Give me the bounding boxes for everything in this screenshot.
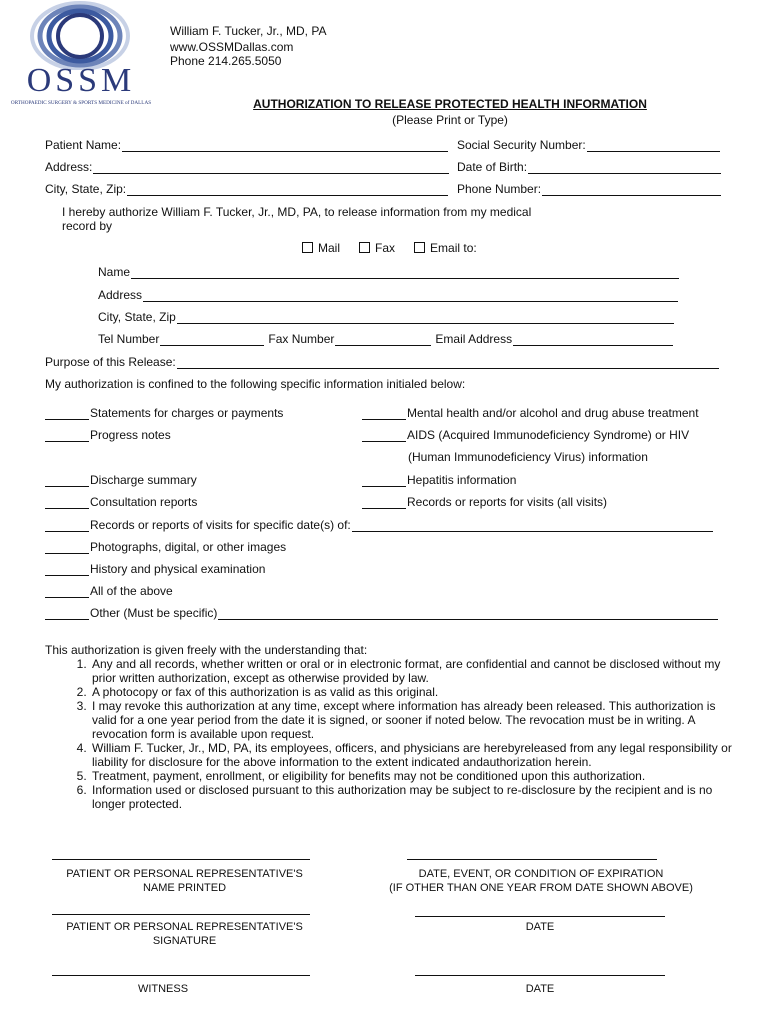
address-field[interactable] (93, 161, 449, 174)
purpose-label: Purpose of this Release: (45, 355, 176, 369)
records-all-initial-field[interactable] (362, 496, 406, 509)
witness-date-line[interactable] (415, 975, 665, 976)
signature-date-line[interactable] (415, 916, 665, 917)
records-dates-field[interactable] (352, 519, 713, 532)
dob-label: Date of Birth: (457, 160, 528, 174)
discharge-initial-field[interactable] (45, 474, 89, 487)
practice-phone: Phone 214.265.5050 (170, 54, 282, 68)
city-field[interactable] (127, 183, 448, 196)
address-row (45, 160, 449, 174)
address-label: Address: (45, 160, 93, 174)
recipient-fax-label: Fax Number (268, 332, 335, 346)
history-initial-field[interactable] (45, 563, 89, 576)
recipient-email-field[interactable] (513, 333, 673, 346)
understanding-section (45, 643, 735, 811)
recipient-city-label: City, State, Zip (98, 310, 176, 324)
item-photos: Photographs, digital, or other images (45, 540, 286, 554)
progress-initial-field[interactable] (45, 429, 89, 442)
recipient-city-field[interactable] (177, 311, 674, 324)
signature-date-label: DATE (525, 921, 555, 933)
practice-name: William F. Tucker, Jr., MD, PA (170, 24, 327, 38)
purpose-field[interactable] (177, 356, 719, 369)
item-history: History and physical examination (45, 562, 265, 576)
practice-website: www.OSSMDallas.com (170, 40, 294, 54)
term-item: 3. I may revoke this authorization at any time, except where information has already been released. This authorization is valid for a one year period from the date it is signed, or sooner if noted below. The revocation must be in writing. A revocation form is available upon request. (90, 699, 735, 741)
recipient-address-row (98, 288, 678, 302)
item-discharge: Discharge summary (45, 473, 197, 487)
item-records-all: Records or reports for visits (all visits) (362, 495, 607, 509)
item-other: Other (Must be specific) (45, 606, 718, 620)
item-aids-continued: (Human Immunodeficiency Virus) information (408, 450, 648, 464)
logo-tagline: ORTHOPAEDIC SURGERY & SPORTS MEDICINE of DALLAS (10, 100, 152, 106)
recipient-name-field[interactable] (131, 266, 679, 279)
item-aids: AIDS (Acquired Immunodeficiency Syndrome) or HIV (362, 428, 689, 442)
recipient-name-row (98, 265, 679, 279)
city-row (45, 182, 448, 196)
ossm-logo (0, 0, 160, 112)
other-initial-field[interactable] (45, 607, 89, 620)
recipient-address-field[interactable] (143, 289, 678, 302)
method-email[interactable]: Email to: (414, 241, 477, 255)
method-fax[interactable]: Fax (359, 241, 395, 255)
recipient-tel-label: Tel Number (98, 332, 160, 346)
term-item: 2. A photocopy or fax of this authorization is as valid as this original. (90, 685, 735, 699)
item-mental: Mental health and/or alcohol and drug abuse treatment (362, 406, 699, 420)
term-item: 5. Treatment, payment, enrollment, or eligibility for benefits may not be conditioned upon this authorization. (90, 769, 735, 783)
recipient-city-row (98, 310, 674, 324)
recipient-fax-field[interactable] (335, 333, 431, 346)
hepatitis-initial-field[interactable] (362, 474, 406, 487)
dob-row (457, 160, 721, 174)
delivery-methods (302, 241, 496, 255)
recipient-email-label: Email Address (435, 332, 513, 346)
expiration-line[interactable] (407, 859, 657, 860)
witness-date-label: DATE (525, 983, 555, 995)
item-statements: Statements for charges or payments (45, 406, 283, 420)
item-consultation: Consultation reports (45, 495, 197, 509)
photos-initial-field[interactable] (45, 541, 89, 554)
witness-line[interactable] (52, 975, 310, 976)
patient-name-row (45, 138, 448, 152)
consultation-initial-field[interactable] (45, 496, 89, 509)
term-item: 1. Any and all records, whether written or oral or in electronic format, are confidential and cannot be disclosed without my prior written authorization, except as otherwise provided by law. (90, 657, 735, 685)
method-mail[interactable]: Mail (302, 241, 340, 255)
ssn-row (457, 138, 720, 152)
signature-label: PATIENT OR PERSONAL REPRESENTATIVE'S SIGNATURE (66, 921, 303, 947)
name-printed-label: PATIENT OR PERSONAL REPRESENTATIVE'S NAME PRINTED (66, 868, 303, 894)
signature-line[interactable] (52, 914, 310, 915)
logo-rings-icon (0, 0, 160, 70)
term-item: 4. William F. Tucker, Jr., MD, PA, its employees, officers, and physicians are herebyreleased from any legal responsibility or liability for disclosure for the above information to the extent indicated andauthorization herein. (90, 741, 735, 769)
term-item: 6. Information used or disclosed pursuant to this authorization may be subject to re-disclosure by the recipient and is no longer protected. (90, 783, 735, 811)
ssn-field[interactable] (587, 139, 720, 152)
phone-label: Phone Number: (457, 182, 542, 196)
recipient-address-label: Address (98, 288, 143, 302)
purpose-row (45, 355, 719, 369)
recipient-contact-row (98, 332, 673, 346)
dob-field[interactable] (528, 161, 721, 174)
all-initial-field[interactable] (45, 585, 89, 598)
recipient-name-label: Name (98, 265, 131, 279)
item-records-dates: Records or reports of visits for specific date(s) of: (45, 518, 713, 532)
logo-wordmark: OSSM (26, 62, 136, 99)
expiration-label: DATE, EVENT, OR CONDITION OF EXPIRATION (IF OTHER THAN ONE YEAR FROM DATE SHOWN ABOVE) (389, 868, 693, 894)
witness-label: WITNESS (137, 983, 189, 995)
records-dates-initial-field[interactable] (45, 519, 89, 532)
city-label: City, State, Zip: (45, 182, 127, 196)
phone-field[interactable] (542, 183, 721, 196)
authorize-text: I hereby authorize William F. Tucker, Jr., MD, PA, to release information from my medical record by (62, 205, 532, 233)
understanding-intro: This authorization is given freely with the understanding that: (45, 643, 368, 657)
aids-initial-field[interactable] (362, 429, 406, 442)
patient-name-field[interactable] (122, 139, 448, 152)
ssn-label: Social Security Number: (457, 138, 586, 152)
form-title: AUTHORIZATION TO RELEASE PROTECTED HEALTH INFORMATION (253, 97, 647, 111)
item-hepatitis: Hepatitis information (362, 473, 516, 487)
item-progress: Progress notes (45, 428, 171, 442)
name-printed-line[interactable] (52, 859, 310, 860)
phone-row (457, 182, 721, 196)
form-subtitle: (Please Print or Type) (392, 113, 508, 127)
other-field[interactable] (218, 607, 718, 620)
email-checkbox[interactable] (414, 242, 425, 253)
terms-list (45, 657, 735, 811)
item-all: All of the above (45, 584, 173, 598)
mental-initial-field[interactable] (362, 407, 406, 420)
confined-text: My authorization is confined to the following specific information initialed below: (45, 377, 466, 391)
mail-checkbox[interactable] (302, 242, 313, 253)
statements-initial-field[interactable] (45, 407, 89, 420)
fax-checkbox[interactable] (359, 242, 370, 253)
recipient-tel-field[interactable] (160, 333, 264, 346)
patient-name-label: Patient Name: (45, 138, 122, 152)
